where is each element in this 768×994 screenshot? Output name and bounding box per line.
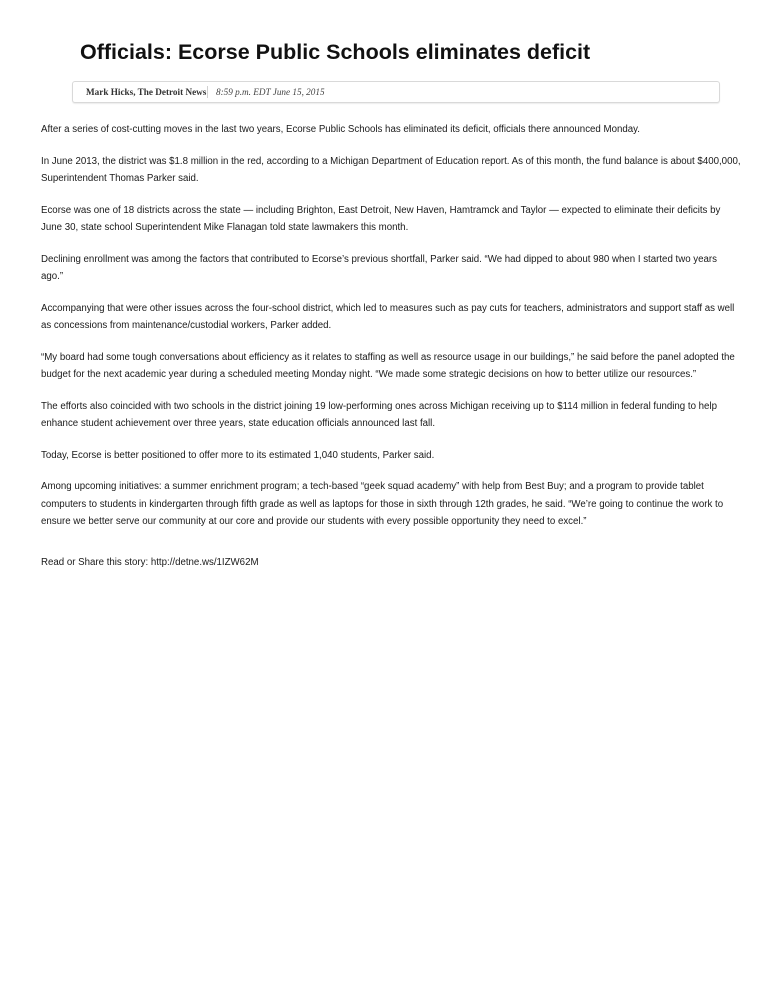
article-paragraph: Among upcoming initiatives: a summer enrichment program; a tech-based “geek squad academy” with help from Best Buy; and a program to provide tablet computers to students in kindergarten through fifth grade as well as laptops for those in sixth through 12th grades, he said. “We’re going to continue the work to ensure we better serve our community at our core and provide our students with every possible opportunity they need to excel.” (41, 481, 724, 527)
article-paragraph: The efforts also coincided with two schools in the district joining 19 low-performing ones across Michigan receiving up to $114 million in federal funding to help enhance student achievement over three years, state education officials announced last fall. (41, 400, 717, 429)
article-paragraph: Today, Ecorse is better positioned to offer more to its estimated 1,040 students, Parker said. (41, 449, 435, 461)
byline-author: Mark Hicks, The Detroit News (86, 87, 207, 97)
byline-box (72, 81, 720, 103)
byline-date: 8:59 p.m. EDT June 15, 2015 (216, 87, 325, 97)
article-paragraph: After a series of cost-cutting moves in the last two years, Ecorse Public Schools has eliminated its deficit, officials there announced Monday. (41, 124, 640, 135)
article-body (41, 121, 741, 545)
article-headline: Officials: Ecorse Public Schools eliminates deficit (80, 40, 591, 64)
article-paragraph: In June 2013, the district was $1.8 million in the red, according to a Michigan Department of Education report. As of this month, the fund balance is about $400,000, Superintendent Thomas Parker said. (41, 155, 741, 184)
article-paragraph: Ecorse was one of 18 districts across the state — including Brighton, East Detroit, New Haven, Hamtramck and Taylor — expected to eliminate their deficits by June 30, state school Superintendent Mike Flanagan told state lawmakers this month. (41, 204, 721, 233)
article-paragraph: Accompanying that were other issues across the four-school district, which led to measures such as pay cuts for teachers, administrators and support staff as well as concessions from maintenance/custodial workers, Parker added. (41, 302, 735, 331)
article-paragraph: “My board had some tough conversations about efficiency as it relates to staffing as well as resource usage in our buildings,” he said before the panel adopted the budget for the next academic year during a scheduled meeting Monday night. “We made some strategic decisions on how to better utilize our resources.” (41, 351, 735, 380)
byline-divider (207, 86, 208, 98)
article-paragraph: Declining enrollment was among the factors that contributed to Ecorse’s previous shortfall, Parker said. “We had dipped to about 980 when I started two years ago.” (41, 253, 717, 282)
share-story-text: Read or Share this story: http://detne.ws/1IZW62M (41, 557, 259, 568)
